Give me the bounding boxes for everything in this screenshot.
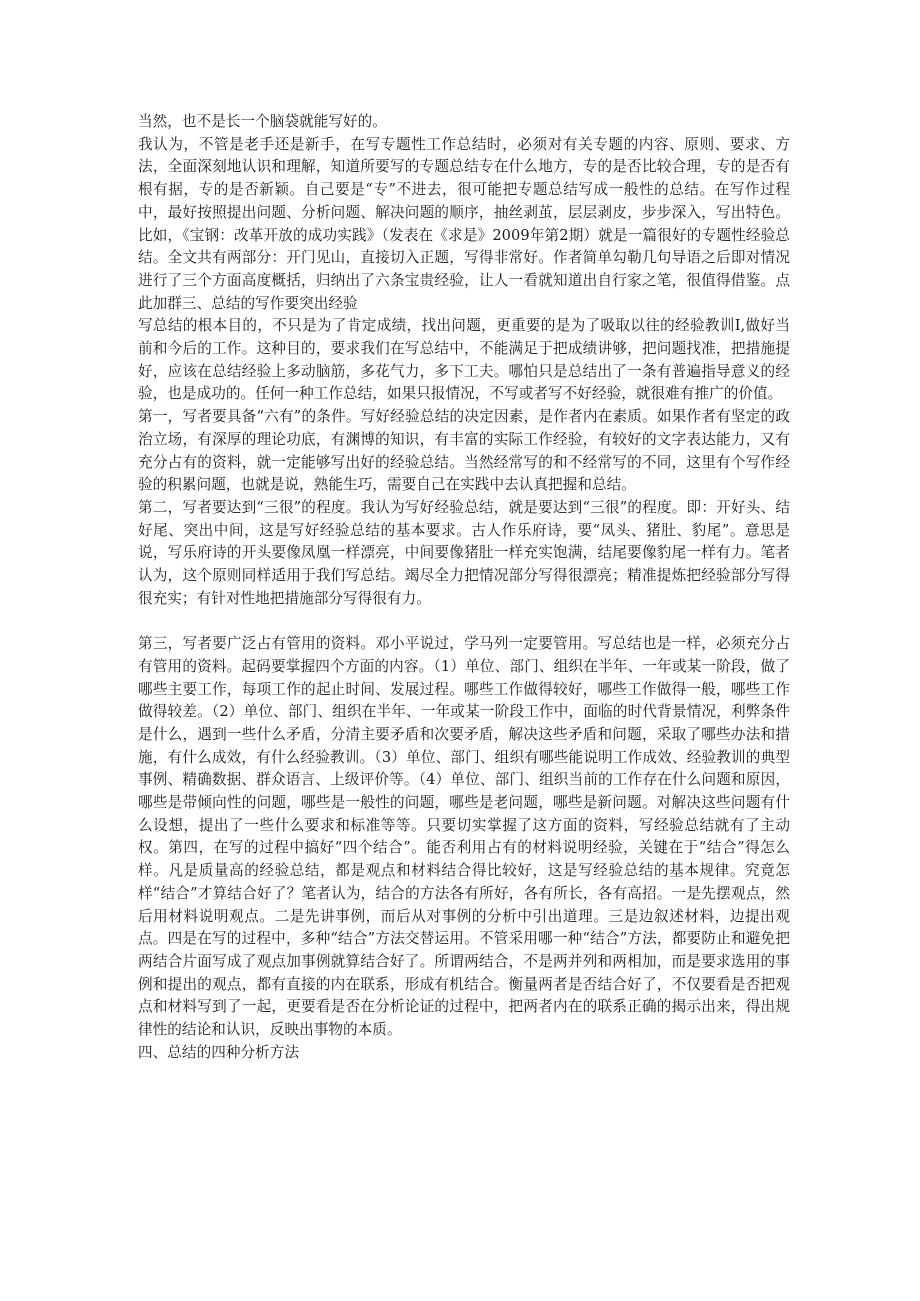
- paragraph-first-six-haves: 第一，写者要具备“六有”的条件。写好经验总结的决定因素，是作者内在素质。如果作者有坚定的政治立场，有深厚的理论功底，有渊博的知识，有丰富的实际工作经验，有较好的文字表达能力，又有充分占有的资料，就一定能够写出好的经验总结。当然经常写的和不经常写的不同，这里有个写作经验的积累问题，也就是说，熟能生巧，需要自己在实践中去认真把握和总结。: [138, 408, 790, 494]
- paragraph-third-materials: 第三，写者要广泛占有管用的资料。邓小平说过，学马列一定要管用。写总结也是一样，必须充分占有管用的资料。起码要掌握四个方面的内容。（1）单位、部门、组织在半年、一年或某一阶段，做了哪些主要工作，每项工作的起止时间、发展过程。哪些工作做得较好，哪些工作做得一般，哪些工作做得较差。（2）单位、部门、组织在半年、一年或某一阶段工作中，面临的时代背景情况，利弊条件是什么，遇到一些什么矛盾，分清主要矛盾和次要矛盾，解决这些矛盾和问题，采取了哪些办法和措施，有什么成效，有什么经验教训。（3）单位、部门、组织有哪些能说明工作成效、经验教训的典型事例、精确数据、群众语言、上级评价等。（4）单位、部门、组织当前的工作存在什么问题和原因，哪些是带倾向性的问题，哪些是一般性的问题，哪些是老问题，哪些是新问题。对解决这些问题有什么设想，提出了一些什么要求和标准等等。只要切实掌握了这方面的资料，写经验总结就有了主动权。第四，在写的过程中搞好“四个结合”。能否利用占有的材料说明经验，关键在于“结合”得怎么样。凡是质量高的经验总结，都是观点和材料结合得比较好，这是写经验总结的基本规律。究竟怎样“结合”才算结合好了？笔者认为，结合的方法各有所好，各有所长，各有高招。一是先摆观点，然后用材料说明观点。二是先讲事例，而后从对事例的分析中引出道理。三是边叙述材料，边提出观点。四是在写的过程中，多种“结合”方法交替运用。不管采用哪一种“结合”方法，都要防止和避免把两结合片面写成了观点加事例就算结合好了。所谓两结合，不是两并列和两相加，而是要求选用的事例和提出的观点，都有直接的内在联系，形成有机结合。衡量两者是否结合好了，不仅要看是否把观点和材料写到了一起，更要看是否在分析论证的过程中，把两者内在的联系正确的揭示出来，得出规律性的结论和认识，反映出事物的本质。: [138, 635, 790, 1039]
- blank-line: [138, 610, 790, 633]
- paragraph-special-summary: 我认为，不管是老手还是新手，在写专题性工作总结时，必须对有关专题的内容、原则、要求、方法，全面深刻地认识和理解，知道所要写的专题总结专在什么地方，专的是否比较合理，专的是否有根有据，专的是否新颖。自己要是“专”不进去，很可能把专题总结写成一般性的总结。在写作过程中，最好按照提出问题、分析问题、解决问题的顺序，抽丝剥茧，层层剥皮，步步深入，写出特色。比如，《宝钢：改革开放的成功实践》（发表在《求是》2009年第2期）就是一篇很好的专题性经验总结。全文共有两部分：开门见山，直接切入正题，写得非常好。作者简单勾勒几句导语之后即对情况进行了三个方面高度概括，归纳出了六条宝贵经验，让人一看就知道出自行家之笔，很值得借鉴。点此加群三、总结的写作要突出经验: [138, 135, 790, 312]
- document-body: [138, 111, 790, 1065]
- paragraph-second-three-verys: 第二，写者要达到“三很”的程度。我认为写好经验总结，就是要达到“三很”的程度。即：开好头、结好尾、突出中间，这是写好经验总结的基本要求。古人作乐府诗，要“凤头、猪肚、豹尾”。意思是说，写乐府诗的开头要像凤凰一样漂亮，中间要像猪肚一样充实饱满，结尾要像豹尾一样有力。笔者认为，这个原则同样适用于我们写总结。竭尽全力把情况部分写得很漂亮；精准提炼把经验部分写得很充实；有针对性地把措施部分写得很有力。: [138, 498, 790, 607]
- section-heading-four-methods: 四、总结的四种分析方法: [138, 1043, 300, 1061]
- paragraph-intro-line: 当然，也不是长一个脑袋就能写好的。: [138, 113, 387, 130]
- paragraph-summary-purpose: 写总结的根本目的，不只是为了肯定成绩，找出问题，更重要的是为了吸取以往的经验教训I,做好当前和今后的工作。这种目的，要求我们在写总结中，不能满足于把成绩讲够，把问题找准，把措施提好，应该在总结经验上多动脑筋，多花气力，多下工夫。哪怕只是总结出了一条有普遍指导意义的经验，也是成功的。任何一种工作总结，如果只报情况，不写或者写不好经验，就很难有推广的价值。: [138, 317, 790, 403]
